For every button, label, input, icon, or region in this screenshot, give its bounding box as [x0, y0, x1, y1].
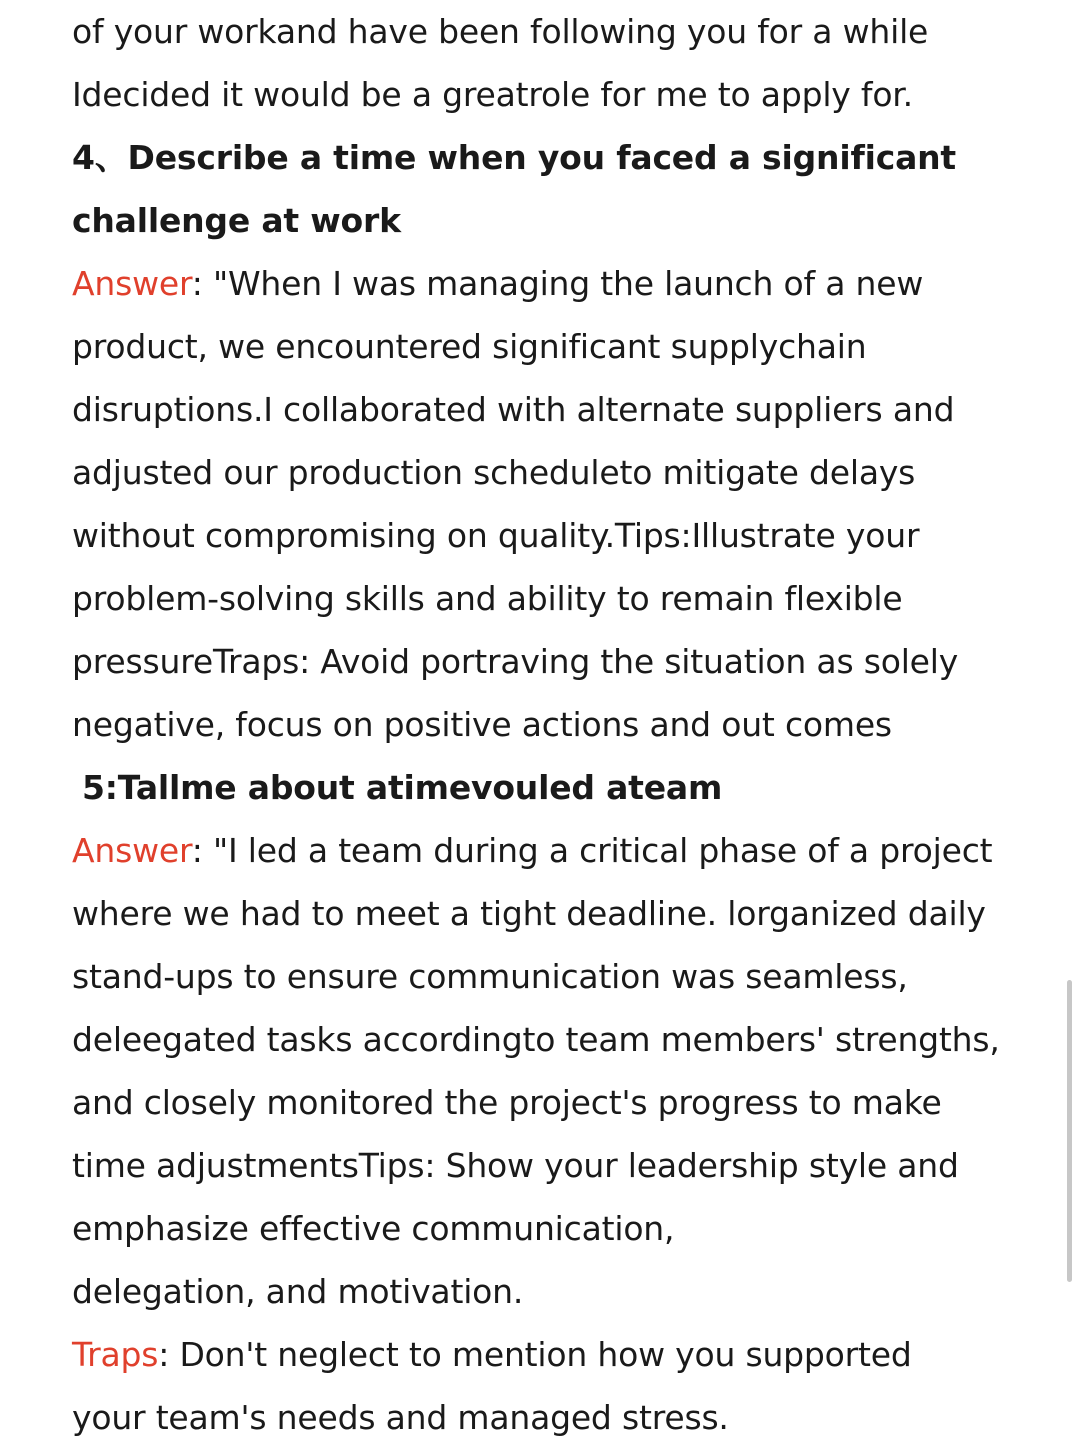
question-4-answer-line-1 [72, 252, 923, 315]
question-4-heading-line-1: 4、Describe a time when you faced a significant [72, 138, 957, 177]
intro-line-2: Idecided it would be a greatrole for me to apply for. [72, 75, 913, 114]
traps-text: : Don't neglect to mention how you supported [158, 1335, 912, 1374]
question-5-answer-line-6: time adjustmentsTips: Show your leadership style and [72, 1146, 959, 1185]
question-4-answer-line-6: problem-solving skills and ability to remain flexible [72, 579, 903, 618]
traps-label: Traps [72, 1335, 159, 1374]
question-4-answer-line-4: adjusted our production scheduleto mitigate delays [72, 453, 916, 492]
vertical-scrollbar[interactable] [1067, 980, 1072, 1282]
question-5-answer-line-3: stand-ups to ensure communication was seamless, [72, 957, 908, 996]
question-5-answer-line-8: delegation, and motivation. [72, 1272, 524, 1311]
question-4-answer-line-8: negative, focus on positive actions and out comes [72, 705, 892, 744]
question-5-answer-line-7: emphasize effective communication, [72, 1209, 675, 1248]
question-5-heading: 5:Tallme about atimevouled ateam [82, 768, 723, 807]
answer-text: : "When I was managing the launch of a new [191, 264, 924, 303]
answer-label: Answer [72, 264, 192, 303]
question-4-answer-line-3: disruptions.I collaborated with alternate suppliers and [72, 390, 955, 429]
question-5-answer-line-1 [72, 819, 992, 882]
intro-line-1: of your workand have been following you for a while [72, 12, 929, 51]
question-4-answer-line-2: product, we encountered significant supplychain [72, 327, 867, 366]
question-4-answer-line-5: without compromising on quality.Tips:Illustrate your [72, 516, 920, 555]
question-5-answer-line-2: where we had to meet a tight deadline. lorganized daily [72, 894, 986, 933]
question-4-answer-line-7: pressureTraps: Avoid portraving the situation as solely [72, 642, 959, 681]
question-5-traps-line-1 [72, 1323, 912, 1386]
question-4-heading-line-2: challenge at work [72, 201, 401, 240]
answer-label: Answer [72, 831, 192, 870]
question-5-answer-line-4: deleegated tasks accordingto team members' strengths, [72, 1020, 1000, 1059]
question-5-traps-line-2: your team's needs and managed stress. [72, 1398, 729, 1437]
answer-text: : "I led a team during a critical phase of a project [191, 831, 993, 870]
question-5-answer-line-5: and closely monitored the project's progress to make [72, 1083, 942, 1122]
